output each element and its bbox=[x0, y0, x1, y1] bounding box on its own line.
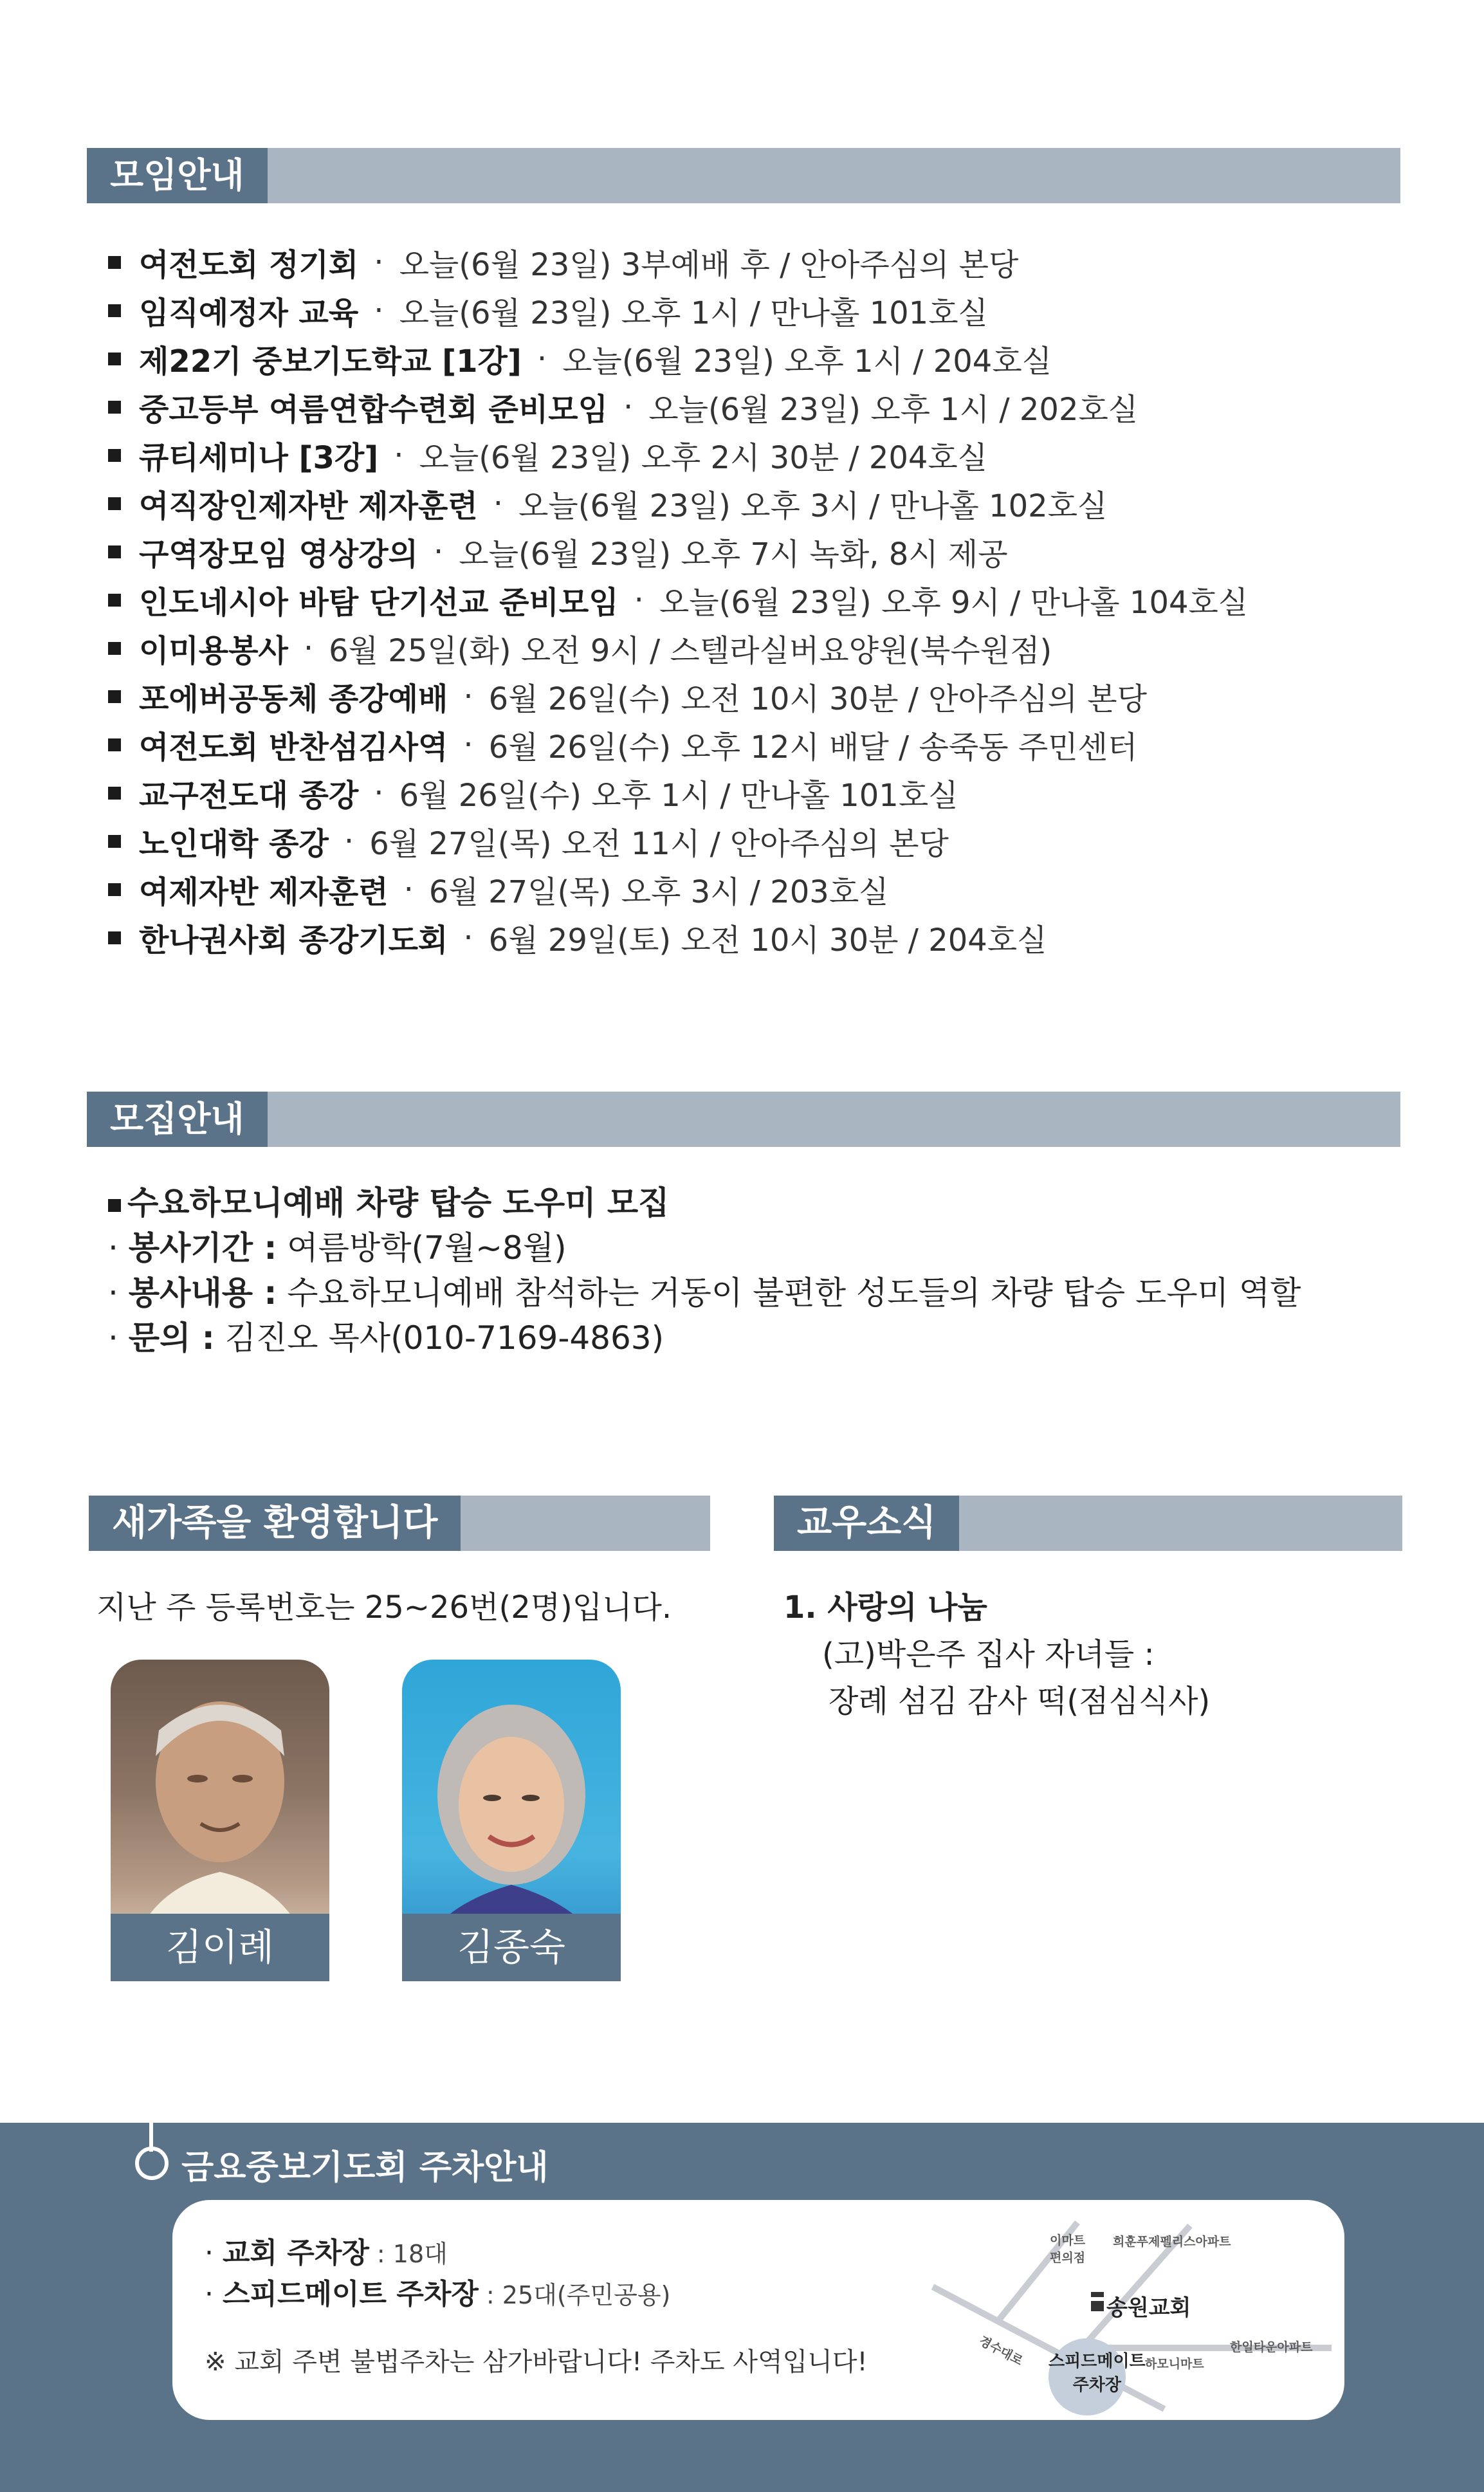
recruit-content bbox=[108, 1267, 1301, 1314]
map-mart: 하모니마트 bbox=[1145, 2357, 1204, 2371]
square-bullet-icon bbox=[108, 690, 121, 703]
middle-dot: · bbox=[493, 485, 504, 522]
meeting-title: 여전도회 반찬섬김사역 bbox=[139, 729, 448, 765]
meeting-title: 이미용봉사 bbox=[139, 633, 288, 669]
news-line-2: 장례 섬김 감사 떡(점심식사) bbox=[829, 1683, 1211, 1719]
middle-dot: · bbox=[463, 678, 473, 715]
recruit-title-text: 수요하모니예배 차량 탑승 도우미 모집 bbox=[127, 1184, 670, 1222]
meeting-title: 제22기 중보기도학교 [1강] bbox=[139, 344, 522, 380]
square-bullet-icon bbox=[108, 545, 121, 558]
square-bullet-icon bbox=[108, 594, 121, 607]
parking-title: 금요중보기도회 주차안내 bbox=[181, 2148, 549, 2187]
circle-pin-icon bbox=[135, 2147, 169, 2180]
meeting-title: 임직예정자 교육 bbox=[139, 295, 359, 331]
meeting-title: 구역장모임 영상강의 bbox=[139, 536, 419, 573]
meeting-detail: 오늘(6월 23일) 오후 2시 30분 / 204호실 bbox=[419, 440, 988, 476]
meeting-item bbox=[108, 383, 1248, 431]
meeting-item bbox=[108, 769, 1248, 817]
news-header-bar bbox=[774, 1496, 1402, 1551]
meeting-item bbox=[108, 720, 1248, 769]
middle-dot: · bbox=[344, 823, 354, 859]
meeting-title: 한나권사회 종강기도회 bbox=[139, 922, 448, 958]
recruit-content-label: 봉사내용 : bbox=[128, 1274, 277, 1312]
meetings-list bbox=[108, 238, 1248, 962]
meeting-item bbox=[108, 817, 1248, 865]
recruit-title bbox=[108, 1177, 669, 1223]
recruit-period-label: 봉사기간 : bbox=[128, 1229, 277, 1267]
church-cross-icon bbox=[1091, 2292, 1104, 2311]
newfamily-header: 새가족을 환영합니다 bbox=[89, 1496, 461, 1551]
middle-dot: · bbox=[536, 340, 547, 377]
middle-dot: · bbox=[463, 726, 473, 763]
church-parking bbox=[205, 2230, 448, 2271]
recruit-period-value: 여름방학(7월~8월) bbox=[277, 1229, 567, 1267]
recruit-content-value: 수요하모니예배 참석하는 거동이 불편한 성도들의 차량 탑승 도우미 역할 bbox=[277, 1274, 1301, 1312]
meeting-detail: 오늘(6월 23일) 오후 1시 / 202호실 bbox=[648, 392, 1139, 428]
map-apt1: 희훈푸제펠리스아파트 bbox=[1113, 2235, 1231, 2249]
meeting-title: 포에버공동체 종강예배 bbox=[139, 681, 448, 717]
square-bullet-icon bbox=[108, 304, 121, 317]
recruit-contact bbox=[108, 1312, 664, 1359]
middle-dot: · bbox=[634, 582, 644, 618]
map-church: 송원교회 bbox=[1106, 2295, 1191, 2321]
meeting-detail: 오늘(6월 23일) 오후 9시 / 만나홀 104호실 bbox=[659, 585, 1249, 621]
member-name-2: 김종숙 bbox=[402, 1914, 621, 1981]
meeting-item bbox=[108, 865, 1248, 913]
meeting-detail: 오늘(6월 23일) 오후 1시 / 만나홀 101호실 bbox=[399, 295, 988, 331]
map-road: 경수대로 bbox=[976, 2333, 1025, 2368]
meeting-item bbox=[108, 334, 1248, 383]
meeting-item bbox=[108, 286, 1248, 334]
meeting-title: 큐티세미나 [3강] bbox=[139, 440, 379, 476]
news-item-title: 1. 사랑의 나눔 bbox=[783, 1590, 987, 1626]
speedmate-parking-label: 스피드메이트 주차장 bbox=[222, 2278, 479, 2311]
square-bullet-icon bbox=[108, 497, 121, 510]
parking-notice: ※ 교회 주변 불법주차는 삼가바랍니다! 주차도 사역입니다! bbox=[205, 2347, 868, 2377]
meeting-item bbox=[108, 431, 1248, 479]
meeting-detail: 6월 26일(수) 오후 1시 / 만나홀 101호실 bbox=[399, 778, 958, 814]
meeting-title: 여직장인제자반 제자훈련 bbox=[139, 488, 478, 524]
meeting-detail: 6월 25일(화) 오전 9시 / 스텔라실버요양원(북수원점) bbox=[329, 633, 1052, 669]
square-bullet-icon bbox=[108, 642, 121, 655]
map-apt2: 한일타운아파트 bbox=[1230, 2340, 1313, 2354]
meeting-title: 중고등부 여름연합수련회 준비모임 bbox=[139, 392, 608, 428]
meeting-item bbox=[108, 576, 1248, 624]
member-name-1: 김이례 bbox=[111, 1914, 329, 1981]
middle-dot: · bbox=[108, 1319, 129, 1357]
meeting-detail: 6월 27일(목) 오전 11시 / 안아주심의 본당 bbox=[369, 826, 949, 862]
square-bullet-icon bbox=[108, 787, 121, 800]
recruit-period bbox=[108, 1222, 567, 1269]
church-parking-label: 교회 주차장 bbox=[222, 2237, 369, 2269]
middle-dot: · bbox=[108, 1229, 129, 1267]
middle-dot: · bbox=[303, 630, 314, 666]
meeting-item bbox=[108, 672, 1248, 720]
meetings-header-bar bbox=[87, 148, 1400, 203]
middle-dot: · bbox=[394, 437, 404, 473]
meeting-detail: 6월 29일(토) 오전 10시 30분 / 204호실 bbox=[488, 922, 1047, 958]
square-bullet-icon bbox=[108, 449, 121, 462]
newfamily-text: 지난 주 등록번호는 25~26번(2명)입니다. bbox=[96, 1590, 672, 1626]
recruit-contact-label: 문의 : bbox=[128, 1319, 215, 1357]
middle-dot: · bbox=[623, 389, 634, 425]
meeting-title: 교구전도대 종강 bbox=[139, 778, 359, 814]
square-bullet-icon bbox=[108, 883, 121, 896]
news-header: 교우소식 bbox=[774, 1496, 959, 1551]
middle-dot: · bbox=[374, 292, 384, 329]
middle-dot: · bbox=[463, 919, 473, 956]
recruit-contact-value: 김진오 목사(010-7169-4863) bbox=[214, 1319, 664, 1357]
middle-dot: · bbox=[374, 244, 384, 280]
recruit-header-bar bbox=[87, 1092, 1400, 1147]
speedmate-parking-value: : 25대(주민공용) bbox=[478, 2281, 671, 2309]
recruit-header: 모집안내 bbox=[87, 1092, 268, 1147]
speedmate-parking bbox=[205, 2271, 670, 2312]
meeting-detail: 오늘(6월 23일) 3부예배 후 / 안아주심의 본당 bbox=[399, 247, 1019, 283]
square-bullet-icon bbox=[108, 931, 121, 944]
square-bullet-icon bbox=[108, 353, 121, 365]
meeting-item bbox=[108, 238, 1248, 286]
meeting-detail: 6월 27일(목) 오후 3시 / 203호실 bbox=[428, 874, 889, 910]
square-bullet-icon bbox=[108, 401, 121, 414]
meeting-title: 여전도회 정기회 bbox=[139, 247, 359, 283]
meeting-item bbox=[108, 527, 1248, 576]
meeting-item bbox=[108, 479, 1248, 527]
news-line-1: (고)박은주 집사 자녀들 : bbox=[822, 1636, 1155, 1672]
meeting-title: 여제자반 제자훈련 bbox=[139, 874, 389, 910]
middle-dot: · bbox=[205, 2278, 223, 2311]
meeting-detail: 6월 26일(수) 오전 10시 30분 / 안아주심의 본당 bbox=[488, 681, 1148, 717]
meeting-title: 노인대학 종강 bbox=[139, 826, 329, 862]
middle-dot: · bbox=[205, 2237, 223, 2269]
meeting-detail: 오늘(6월 23일) 오후 7시 녹화, 8시 제공 bbox=[459, 536, 1008, 573]
middle-dot: · bbox=[403, 871, 414, 908]
newfamily-header-bar bbox=[89, 1496, 710, 1551]
meetings-header: 모임안내 bbox=[87, 148, 268, 203]
meeting-detail: 6월 26일(수) 오후 12시 배달 / 송죽동 주민센터 bbox=[488, 729, 1138, 765]
map-speedmate: 스피드메이트 주차장 bbox=[1049, 2352, 1146, 2395]
church-parking-value: : 18대 bbox=[369, 2240, 448, 2268]
middle-dot: · bbox=[374, 774, 384, 811]
meeting-detail: 오늘(6월 23일) 오후 1시 / 204호실 bbox=[562, 344, 1052, 380]
square-bullet-icon bbox=[108, 256, 121, 269]
square-bullet-icon bbox=[108, 835, 121, 848]
square-bullet-icon bbox=[108, 1199, 121, 1212]
meeting-detail: 오늘(6월 23일) 오후 3시 / 만나홀 102호실 bbox=[518, 488, 1108, 524]
meeting-title: 인도네시아 바탐 단기선교 준비모임 bbox=[139, 585, 619, 621]
square-bullet-icon bbox=[108, 738, 121, 751]
map-emart: 이마트 편의점 bbox=[1050, 2233, 1086, 2265]
middle-dot: · bbox=[434, 533, 444, 570]
meeting-item bbox=[108, 624, 1248, 672]
middle-dot: · bbox=[108, 1274, 129, 1312]
meeting-item bbox=[108, 913, 1248, 962]
